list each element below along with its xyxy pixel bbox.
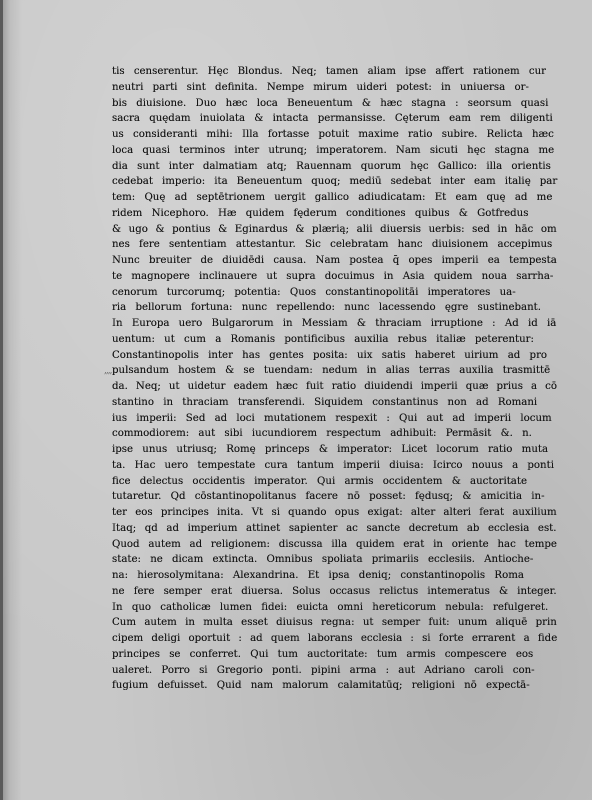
text-line: bis diuisione. Duo hæc loca Beneuentum & hæc stagna : seorsum quasi xyxy=(112,97,549,109)
text-line: tis censerentur. Hęc Blondus. Neq; tamen aliam ipse affert rationem cur xyxy=(112,66,547,77)
text-line: ria bellorum fortuna: nunc repellendo: nunc lacessendo ęgre sustinebant. xyxy=(112,302,541,314)
text-line: na: hierosolymitana: Alexandrina. Et ipsa deniq; constantinopolis Roma xyxy=(112,570,524,581)
text-line: nes fere sententiam attestantur. Sic celebratam hanc diuisionem accepimus xyxy=(112,239,553,251)
text-line: loca quasi terminos inter utrunq; imperatorem. Nam sicuti hęc stagna me xyxy=(112,144,555,156)
text-line: ter eos principes inita. Vt si quando opus exigat: alter alteri ferat auxilium xyxy=(112,507,557,518)
text-line: pulsandum hostem & se tuendam: nedum in alias terras auxilia trasmittē xyxy=(112,365,551,377)
text-line: us consideranti mihi: Illa fortasse potuit maxime ratio subire. Relicta hæc xyxy=(112,129,554,140)
text-line: te magnopere inclinauere ut supra docuimus in Asia quidem noua sarrha- xyxy=(112,270,554,282)
text-line: da. Neq; ut uidetur eadem hæc fuit ratio diuidendi imperii quæ prius a cō xyxy=(112,381,558,392)
text-line: fugium defuisset. Quid nam malorum calamitatūq; religioni nō expectā- xyxy=(112,680,530,692)
text-line: ipse unus utriusq; Romę princeps & imperator: Licet locorum ratio muta xyxy=(112,444,549,455)
text-line: tem: Quę ad septētrionem uergit gallico adiudicatam: Et eam quę ad me xyxy=(112,192,553,203)
text-line: ridem Nicephoro. Hæ quidem fęderum conditiones quibus & Gotfredus xyxy=(112,207,529,219)
text-line: uentum: ut cum a Romanis pontificibus auxilia rebus italiæ peterentur: xyxy=(112,333,534,345)
text-line: In Europa uero Bulgarorum in Messiam & thraciam irruptione : Ad id iā xyxy=(112,318,557,329)
text-block xyxy=(112,64,557,694)
text-line: stantino in thraciam transferendi. Siquidem constantinus non ad Romani xyxy=(112,396,538,408)
text-line: Cum autem in multa esset diuisus regna: ut semper fuit: unum aliquē prin xyxy=(112,617,557,629)
text-line: ta. Hac uero tempestate cura tantum imperii diuisa: Icirco nouus a ponti xyxy=(112,459,554,471)
text-line: principes se conferret. Qui tum auctoritate: tum armis compescere eos xyxy=(112,648,534,660)
text-line: In quo catholicæ lumen fidei: euicta omni hereticorum nebula: refulgeret. xyxy=(112,601,549,613)
text-line: Quod autem ad religionem: discussa illa quidem erat in oriente hac tempe xyxy=(112,538,557,550)
text-line: Nunc breuiter de diuidēdi causa. Nam postea q̄ opes imperii ea tempesta xyxy=(112,255,557,266)
text-line: cipem deligi oportuit : ad quem laborans ecclesia : si forte errarent a fide xyxy=(112,633,558,644)
text-line: state: ne dicam extincta. Omnibus spoliata primariis ecclesiis. Antioche- xyxy=(112,554,534,566)
text-line: cedebat imperio: ita Beneuentum quoq; mediū sedebat inter eam italię par xyxy=(112,176,558,188)
text-line: tutaretur. Qd cōstantinopolitanus facere nō posset: fędusq; & amicitia in- xyxy=(112,491,545,503)
text-line: ius imperii: Sed ad loci mutationem respexit : Qui aut ad imperii locum xyxy=(112,412,552,424)
text-line: neutri parti sint definita. Nempe mirum uideri potest: in uniuersa or- xyxy=(112,81,529,93)
text-line: fice delectus occidentis imperator. Qui armis occidentem & auctoritate xyxy=(112,475,527,487)
text-line: & ugo & pontius & Eginardus & plærią; alii diuersis uerbis: sed in hāc om xyxy=(112,223,557,235)
text-line: Itaq; qd ad imperium attinet sapienter ac sancte decretum ab ecclesia est. xyxy=(112,522,557,534)
text-line: Constantinopolis inter has gentes posita: uix satis haberet uirium ad pro xyxy=(112,349,548,361)
text-line: commodiorem: aut sibi iucundiorem respectum adhibuit: Permāsit &. n. xyxy=(112,428,532,440)
text-line: dia sunt inter dalmatiam atq; Rauennam quorum hęc Gallico: illa orientis xyxy=(112,160,551,172)
page-edge-shadow xyxy=(0,0,3,800)
text-line: cenorum turcorumq; potentia: Quos constantinopolitāi imperatores ua- xyxy=(112,286,516,298)
text-line: ne fere semper erat diuersa. Solus occasus relictus intemeratus & integer. xyxy=(112,585,557,597)
marginal-mark: ,,,, xyxy=(104,366,112,376)
text-line: sacra quędam inuiolata & intacta permansisse. Cęterum eam rem diligenti xyxy=(112,113,553,125)
text-line: ualeret. Porro si Gregorio ponti. pipini arma : aut Adriano caroli con- xyxy=(112,664,535,676)
